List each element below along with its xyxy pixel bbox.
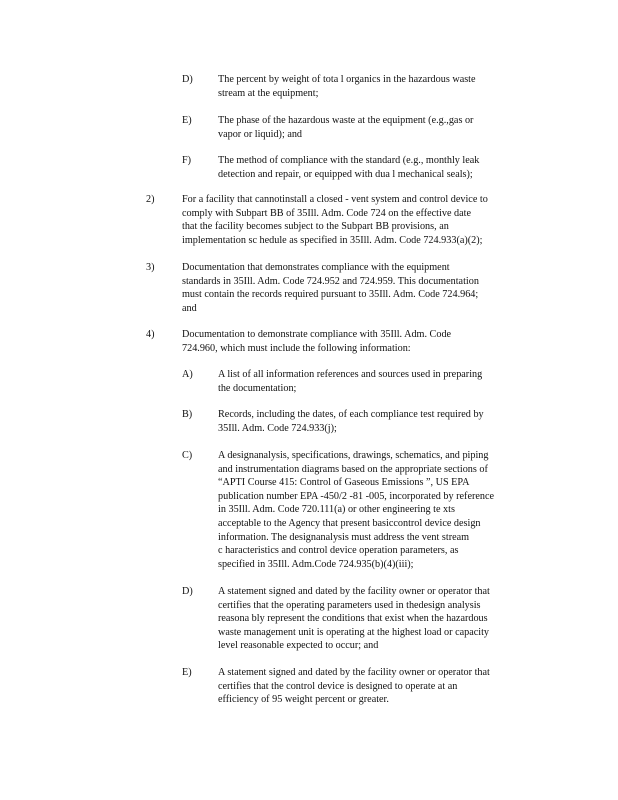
item-label: C) bbox=[182, 450, 193, 461]
item-label: D) bbox=[182, 74, 193, 85]
item-text: The phase of the hazardous waste at the equipment (e.g.,gas or vapor or liquid); and bbox=[218, 115, 474, 140]
item-label: 4) bbox=[146, 329, 155, 340]
item-text: For a facility that cannotinstall a closed - vent system and control device to comply with Subpart BB of 35Ill. Adm. Code 724 on the effective date that the facility becomes subject to the Subpart BB provisions, an implementation sc hedule as specified in 35Ill. Adm. Code 724.933(a)(2); bbox=[182, 194, 488, 246]
item-text: Documentation that demonstrates compliance with the equipment standards in 35Ill. Adm. Code 724.952 and 724.959. This documentation must contain the records required pursuant to 35Ill. Adm. Code 724.964; and bbox=[182, 262, 479, 314]
item-text: The percent by weight of tota l organics in the hazardous waste stream at the equipment; bbox=[218, 74, 476, 99]
item-label: F) bbox=[182, 155, 192, 166]
item-label: B) bbox=[182, 409, 193, 420]
item-text: Records, including the dates, of each compliance test required by 35Ill. Adm. Code 724.933(j); bbox=[218, 409, 484, 434]
item-label: D) bbox=[182, 586, 193, 597]
item-text: Documentation to demonstrate compliance with 35Ill. Adm. Code 724.960, which must include the following information: bbox=[182, 329, 452, 354]
item-text: The method of compliance with the standard (e.g., monthly leak detection and repair, or equipped with dua l mechanical seals); bbox=[218, 155, 480, 180]
item-label: A) bbox=[182, 369, 193, 380]
item-text: A designanalysis, specifications, drawings, schematics, and piping and instrumentation diagrams based on the appropriate sections of “APTI Course 415: Control of Gaseous Emissions ”, US EPA publication number EPA -450/2 -81 -005, incorporated by reference in 35Ill. Adm. Code 720.111(a) or other engineering te xts acceptable to the Agency that present basiccontrol device design information. The designanalysis must address the vent stream c haracteristics and control device operation parameters, as specified in 35Ill. Adm.Code 724.935(b)(4)(iii); bbox=[218, 450, 495, 570]
item-text: A list of all information references and sources used in preparing the documentation; bbox=[218, 369, 483, 394]
item-label: E) bbox=[182, 667, 192, 678]
item-label: 3) bbox=[146, 262, 155, 273]
item-label: E) bbox=[182, 115, 192, 126]
item-text: A statement signed and dated by the facility owner or operator that certifies that the control device is designed to operate at an efficiency of 95 weight percent or greater. bbox=[218, 667, 490, 706]
item-label: 2) bbox=[146, 194, 155, 205]
item-text: A statement signed and dated by the facility owner or operator that certifies that the operating parameters used in thedesign analysis reasona bly represent the conditions that exist when the hazardous waste management unit is operating at the highest load or capacity level reasonable expected to occur; and bbox=[218, 586, 490, 652]
